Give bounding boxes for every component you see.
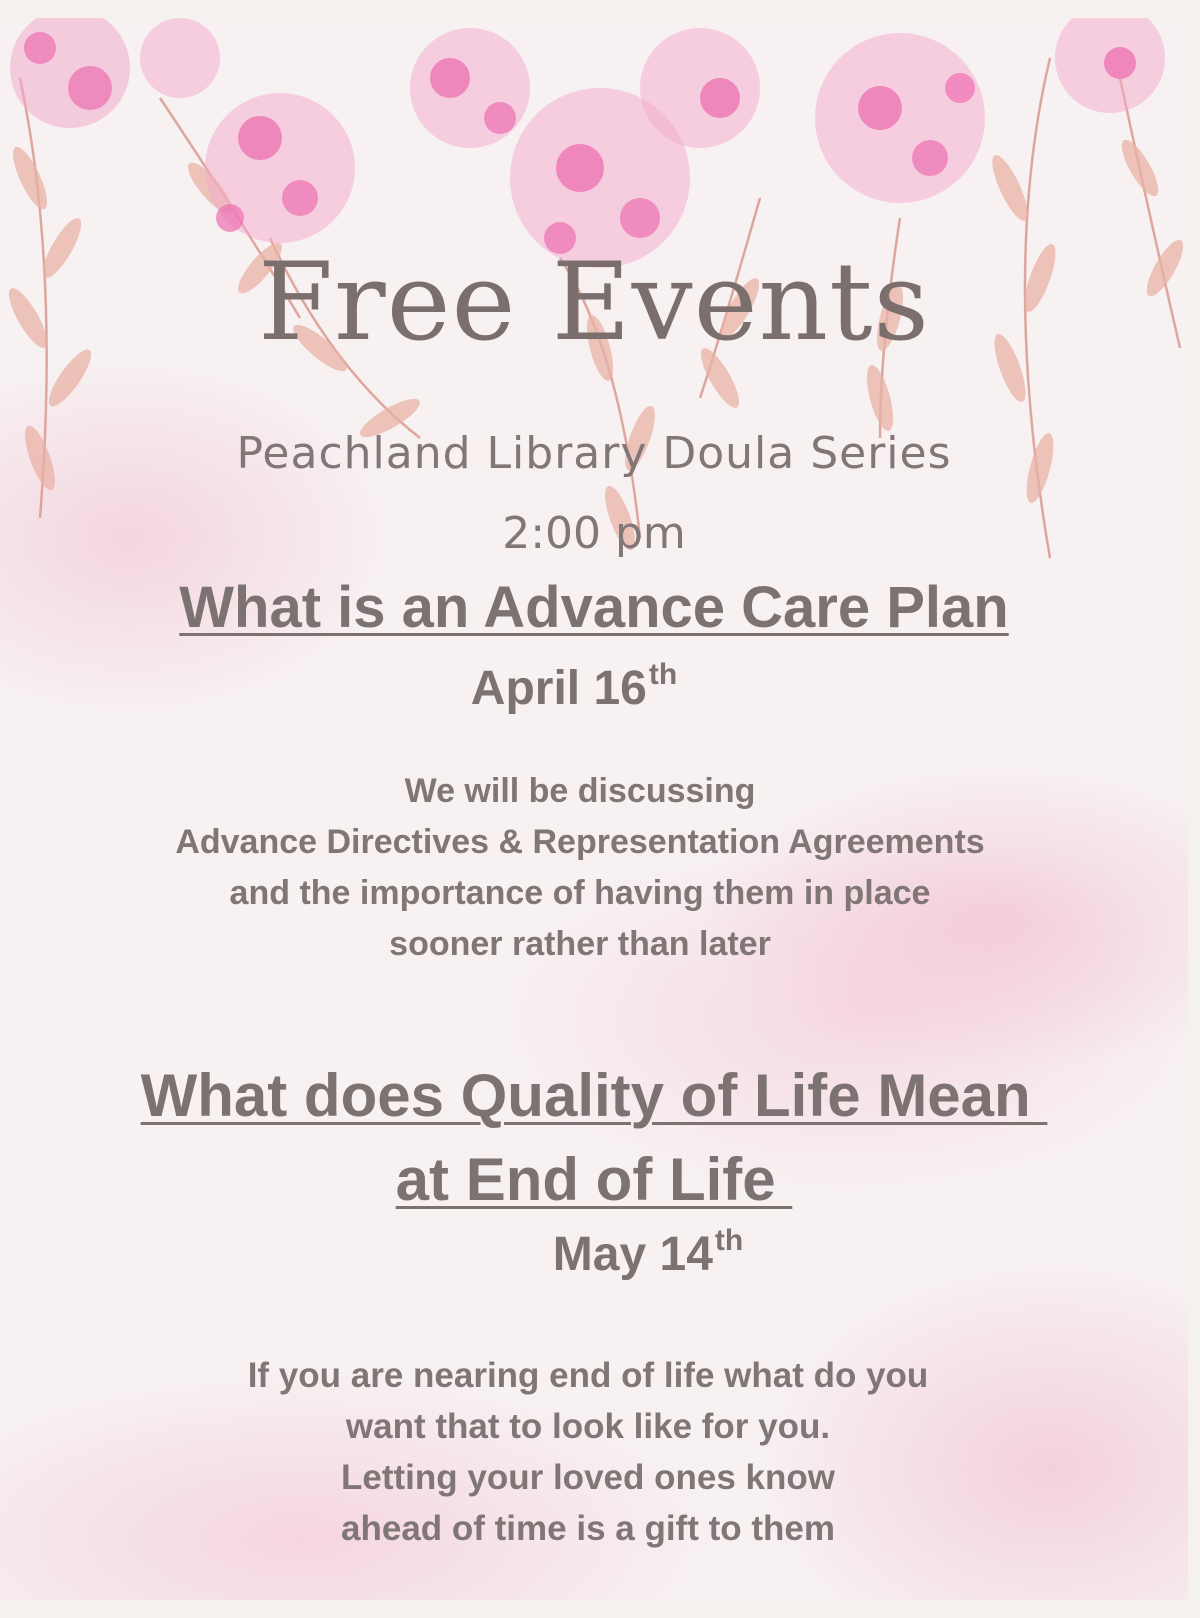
event-1-description-line: sooner rather than later bbox=[389, 925, 771, 963]
poster-title: Free Events bbox=[258, 240, 930, 365]
event-2-title-line: What does Quality of Life Mean bbox=[140, 1062, 1048, 1129]
event-time: 2:00 pm bbox=[502, 508, 686, 559]
event-2-description-line: ahead of time is a gift to them bbox=[341, 1509, 835, 1548]
event-1-description-line: We will be discussing bbox=[404, 772, 756, 810]
event-1-date-suffix: th bbox=[648, 658, 678, 691]
event-1-description-line: Advance Directives & Representation Agreements bbox=[175, 823, 985, 861]
event-2-description-line: want that to look like for you. bbox=[345, 1407, 831, 1446]
event-2-description-line: Letting your loved ones know bbox=[341, 1458, 835, 1497]
event-2-description-line: If you are nearing end of life what do you bbox=[247, 1356, 929, 1395]
event-2-date bbox=[0, 1224, 1188, 1282]
series-name: Peachland Library Doula Series bbox=[236, 428, 952, 479]
event-2-date-suffix: th bbox=[714, 1224, 744, 1257]
event-2-title bbox=[0, 1054, 1188, 1222]
event-1-title: What is an Advance Care Plan bbox=[179, 575, 1009, 640]
event-2-description bbox=[0, 1350, 1182, 1554]
event-1-description-line: and the importance of having them in place bbox=[229, 874, 931, 912]
event-2-date-main: May 14 bbox=[552, 1228, 713, 1281]
poster-content bbox=[0, 18, 1188, 1600]
event-1-description bbox=[0, 766, 1174, 970]
event-1-date bbox=[0, 658, 1148, 716]
event-2-title-line: at End of Life bbox=[395, 1146, 793, 1213]
event-1-date-main: April 16 bbox=[470, 662, 647, 715]
event-poster bbox=[0, 18, 1188, 1600]
